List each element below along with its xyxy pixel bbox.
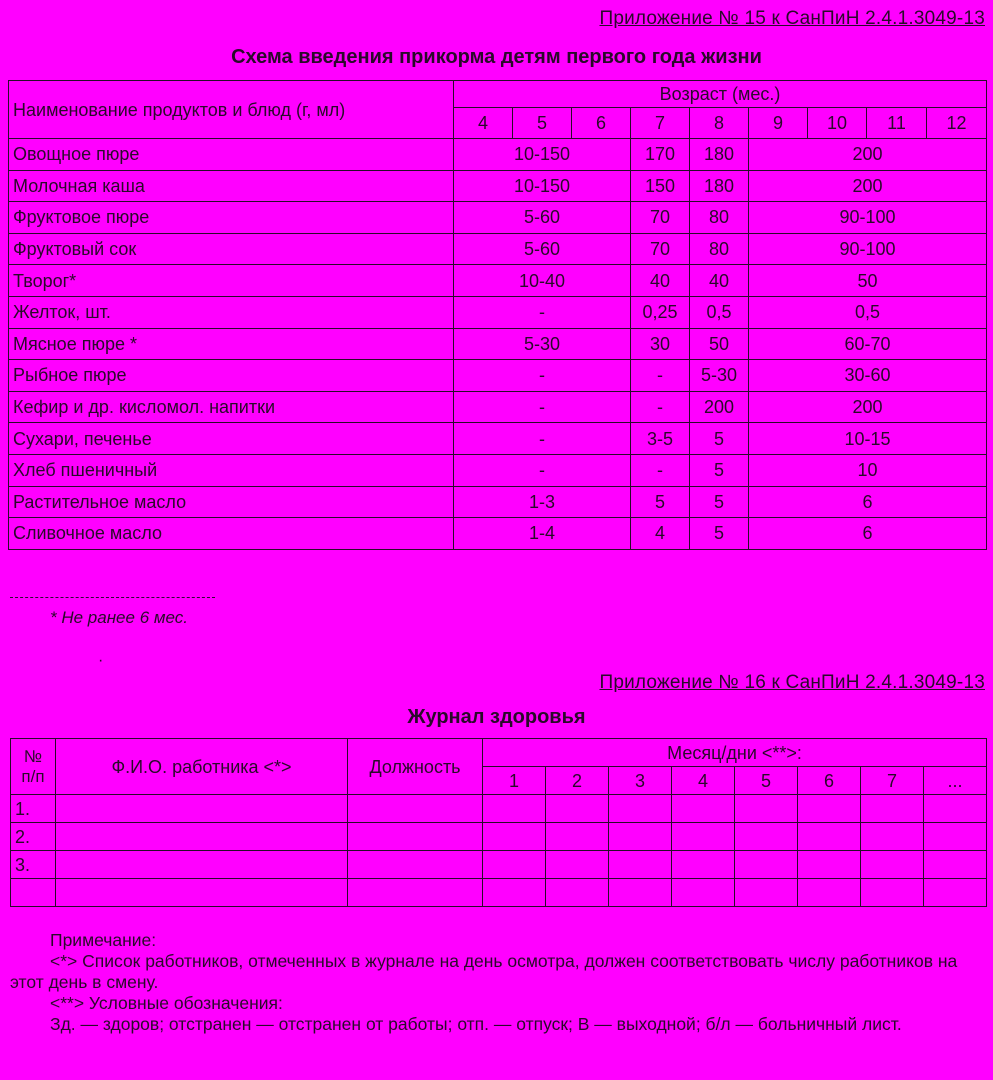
amount-cell: 3-5 [631, 423, 690, 455]
row-number-cell[interactable]: 3. [11, 851, 56, 879]
journal-cell[interactable] [348, 851, 483, 879]
journal-cell[interactable] [546, 795, 609, 823]
journal-cell[interactable] [348, 879, 483, 907]
feeding-scheme-title: Схема введения прикорма детям первого года жизни [231, 46, 762, 68]
journal-row [11, 851, 987, 879]
journal-cell[interactable] [735, 851, 798, 879]
journal-row [11, 879, 987, 907]
product-name-cell: Сливочное масло [9, 518, 454, 550]
footnote-divider [10, 597, 215, 598]
month-header-cell: 6 [572, 108, 631, 139]
day-header-cell: 1 [483, 767, 546, 795]
journal-cell[interactable] [483, 823, 546, 851]
journal-cell[interactable] [348, 823, 483, 851]
stray-mark: · [98, 652, 104, 669]
fio-header: Ф.И.О. работника <*> [56, 739, 348, 795]
day-header-cell: 5 [735, 767, 798, 795]
table-row [9, 328, 987, 360]
amount-cell: - [454, 360, 631, 392]
amount-cell: 10 [749, 454, 987, 486]
journal-cell[interactable] [861, 851, 924, 879]
amount-cell: 6 [749, 518, 987, 550]
journal-cell[interactable] [483, 879, 546, 907]
journal-cell[interactable] [861, 879, 924, 907]
journal-cell[interactable] [924, 879, 987, 907]
product-name-cell: Овощное пюре [9, 139, 454, 171]
journal-cell[interactable] [672, 795, 735, 823]
journal-cell[interactable] [348, 795, 483, 823]
row-number-cell[interactable]: 1. [11, 795, 56, 823]
journal-cell[interactable] [483, 795, 546, 823]
amount-cell: - [631, 454, 690, 486]
table-row [9, 391, 987, 423]
amount-cell: 10-150 [454, 139, 631, 171]
table-row [9, 202, 987, 234]
amount-cell: 50 [690, 328, 749, 360]
month-header-cell: 9 [749, 108, 808, 139]
health-journal-title: Журнал здоровья [407, 706, 586, 728]
amount-cell: 5-60 [454, 202, 631, 234]
journal-cell[interactable] [546, 823, 609, 851]
num-header: № п/п [11, 739, 56, 795]
table-header-row [9, 81, 987, 108]
product-name-cell: Хлеб пшеничный [9, 454, 454, 486]
amount-cell: 1-4 [454, 518, 631, 550]
journal-cell[interactable] [798, 795, 861, 823]
amount-cell: - [631, 391, 690, 423]
amount-cell: - [454, 391, 631, 423]
journal-cell[interactable] [609, 823, 672, 851]
table-row [9, 233, 987, 265]
journal-row [11, 795, 987, 823]
product-name-cell: Растительное масло [9, 486, 454, 518]
row-number-cell[interactable]: 2. [11, 823, 56, 851]
journal-cell[interactable] [861, 823, 924, 851]
position-header: Должность [348, 739, 483, 795]
amount-cell: - [454, 454, 631, 486]
amount-cell: 5 [631, 486, 690, 518]
amount-cell: 5 [690, 454, 749, 486]
month-header-cell: 5 [513, 108, 572, 139]
journal-cell[interactable] [861, 795, 924, 823]
journal-cell[interactable] [483, 851, 546, 879]
journal-row [11, 823, 987, 851]
amount-cell: 50 [749, 265, 987, 297]
table-row [9, 170, 987, 202]
table-row [9, 265, 987, 297]
day-header-cell: 6 [798, 767, 861, 795]
amount-cell: 180 [690, 139, 749, 171]
journal-cell[interactable] [56, 795, 348, 823]
age-header: Возраст (мес.) [454, 81, 987, 108]
journal-cell[interactable] [735, 823, 798, 851]
amount-cell: 5 [690, 518, 749, 550]
journal-cell[interactable] [609, 851, 672, 879]
amount-cell: 1-3 [454, 486, 631, 518]
journal-cell[interactable] [924, 823, 987, 851]
amount-cell: 70 [631, 202, 690, 234]
table-row [9, 518, 987, 550]
day-header-cell: 4 [672, 767, 735, 795]
day-header-cell: ... [924, 767, 987, 795]
month-days-header: Месяц/дни <**>: [483, 739, 987, 767]
amount-cell: 10-15 [749, 423, 987, 455]
month-header-cell: 7 [631, 108, 690, 139]
health-journal-table [10, 738, 987, 907]
amount-cell: 90-100 [749, 202, 987, 234]
amount-cell: 30-60 [749, 360, 987, 392]
feeding-scheme-table [8, 80, 987, 550]
amount-cell: 5-60 [454, 233, 631, 265]
amount-cell: 5-30 [690, 360, 749, 392]
product-name-cell: Молочная каша [9, 170, 454, 202]
journal-cell[interactable] [798, 879, 861, 907]
journal-cell[interactable] [609, 879, 672, 907]
product-name-cell: Творог* [9, 265, 454, 297]
product-name-cell: Рыбное пюре [9, 360, 454, 392]
amount-cell: 180 [690, 170, 749, 202]
journal-cell[interactable] [798, 823, 861, 851]
amount-cell: 200 [749, 170, 987, 202]
amount-cell: 70 [631, 233, 690, 265]
day-header-cell: 7 [861, 767, 924, 795]
amount-cell: 200 [749, 139, 987, 171]
journal-cell[interactable] [672, 823, 735, 851]
appendix-15-heading: Приложение № 15 к СанПиН 2.4.1.3049-13 [599, 8, 985, 29]
table-row [9, 454, 987, 486]
amount-cell: 40 [631, 265, 690, 297]
footnote: * Не ранее 6 мес. [50, 608, 189, 627]
amount-cell: 200 [749, 391, 987, 423]
product-name-header: Наименование продуктов и блюд (г, мл) [9, 81, 454, 139]
amount-cell: 0,25 [631, 296, 690, 328]
amount-cell: 6 [749, 486, 987, 518]
notes-title: Примечание: [50, 930, 157, 950]
product-name-cell: Кефир и др. кисломол. напитки [9, 391, 454, 423]
table-row [9, 486, 987, 518]
journal-cell[interactable] [56, 823, 348, 851]
journal-cell[interactable] [56, 879, 348, 907]
amount-cell: 40 [690, 265, 749, 297]
journal-cell[interactable] [924, 795, 987, 823]
amount-cell: - [454, 296, 631, 328]
table-row [9, 423, 987, 455]
amount-cell: 0,5 [749, 296, 987, 328]
journal-cell[interactable] [672, 851, 735, 879]
product-name-cell: Желток, шт. [9, 296, 454, 328]
table-row [9, 296, 987, 328]
note-2: <**> Условные обозначения: [50, 993, 283, 1013]
amount-cell: 5 [690, 423, 749, 455]
amount-cell: 0,5 [690, 296, 749, 328]
product-name-cell: Мясное пюре * [9, 328, 454, 360]
appendix-16-heading: Приложение № 16 к СанПиН 2.4.1.3049-13 [599, 672, 985, 693]
amount-cell: 30 [631, 328, 690, 360]
amount-cell: 150 [631, 170, 690, 202]
amount-cell: 60-70 [749, 328, 987, 360]
journal-cell[interactable] [56, 851, 348, 879]
journal-cell[interactable] [798, 851, 861, 879]
journal-cell[interactable] [546, 879, 609, 907]
product-name-cell: Сухари, печенье [9, 423, 454, 455]
product-name-cell: Фруктовое пюре [9, 202, 454, 234]
month-header-cell: 10 [808, 108, 867, 139]
journal-cell[interactable] [924, 851, 987, 879]
day-header-cell: 2 [546, 767, 609, 795]
month-header-cell: 12 [927, 108, 987, 139]
table-row [9, 360, 987, 392]
month-header-cell: 11 [867, 108, 927, 139]
row-number-cell[interactable] [11, 879, 56, 907]
amount-cell: 170 [631, 139, 690, 171]
product-name-cell: Фруктовый сок [9, 233, 454, 265]
amount-cell: - [454, 423, 631, 455]
journal-cell[interactable] [735, 795, 798, 823]
note-1: <*> Список работников, отмеченных в журнале на день осмотра, должен соответствовать числу работников на этот день в смену. [10, 951, 958, 992]
amount-cell: 10-150 [454, 170, 631, 202]
month-header-cell: 4 [454, 108, 513, 139]
journal-header-row [11, 739, 987, 767]
amount-cell: 200 [690, 391, 749, 423]
amount-cell: 4 [631, 518, 690, 550]
table-row [9, 139, 987, 171]
amount-cell: 90-100 [749, 233, 987, 265]
amount-cell: 5-30 [454, 328, 631, 360]
note-3: Зд. — здоров; отстранен — отстранен от работы; отп. — отпуск; В — выходной; б/л — больничный лист. [50, 1014, 902, 1034]
notes-section [10, 930, 988, 1035]
journal-cell[interactable] [609, 795, 672, 823]
amount-cell: 80 [690, 233, 749, 265]
amount-cell: 10-40 [454, 265, 631, 297]
month-header-cell: 8 [690, 108, 749, 139]
amount-cell: - [631, 360, 690, 392]
journal-cell[interactable] [735, 879, 798, 907]
journal-cell[interactable] [546, 851, 609, 879]
amount-cell: 5 [690, 486, 749, 518]
amount-cell: 80 [690, 202, 749, 234]
journal-cell[interactable] [672, 879, 735, 907]
day-header-cell: 3 [609, 767, 672, 795]
